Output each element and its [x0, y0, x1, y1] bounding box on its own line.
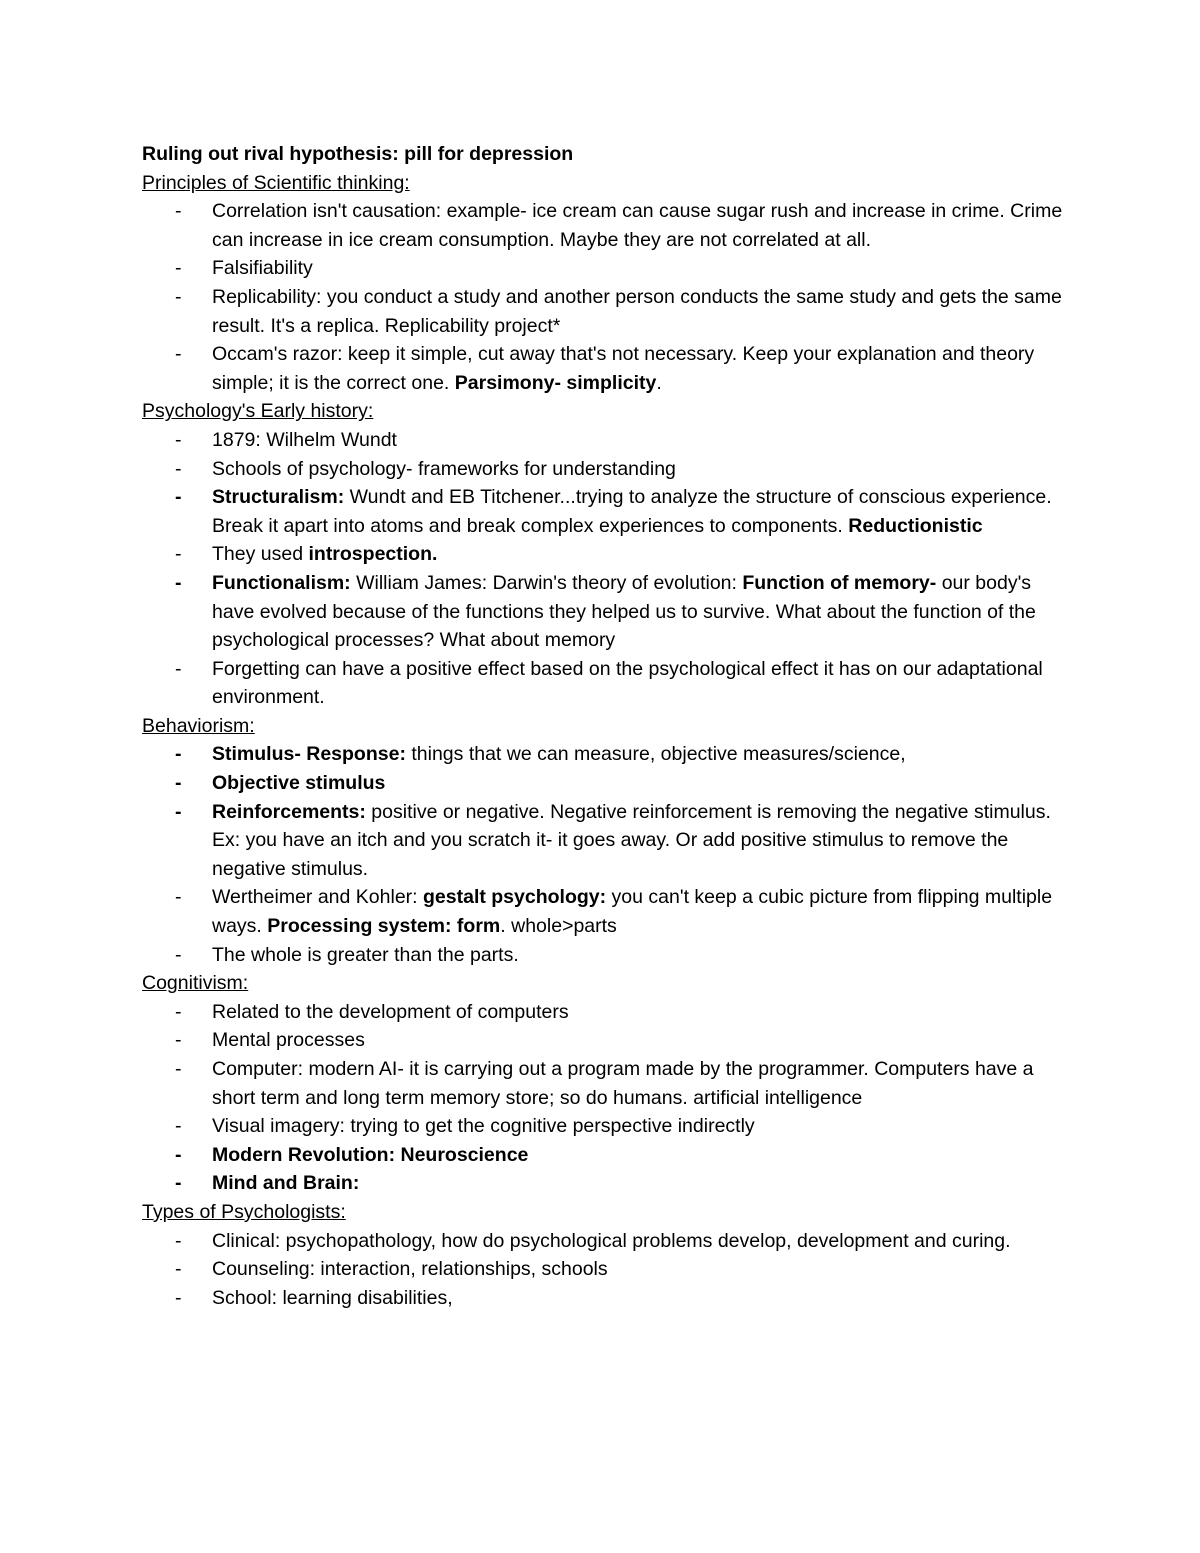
list-item: [142, 254, 1072, 283]
document-body: [142, 169, 1072, 1313]
bullet-dash: -: [175, 1000, 182, 1023]
list-item: [142, 1026, 1072, 1055]
text-run: The whole is greater than the parts.: [212, 943, 519, 966]
bullet-dash: -: [175, 285, 182, 308]
list-item: [142, 998, 1072, 1027]
text-run: 1879: Wilhelm Wundt: [212, 428, 397, 451]
bullet-dash: -: [175, 457, 182, 480]
text-run: positive or negative. Negative reinforcement is removing the negative stimulus. Ex: you have an itch and you scratch it- it goes away. Or add positive stimulus to remove the negative stimulus.: [212, 800, 1051, 880]
text-run: School: learning disabilities,: [212, 1286, 453, 1309]
bullet-list: [142, 197, 1072, 397]
bold-text: Structuralism:: [212, 486, 345, 509]
text-run: Replicability: you conduct a study and another person conducts the same study and gets the same result. It's a replica. Replicability project*: [212, 285, 1062, 337]
bullet-dash: -: [175, 1115, 182, 1138]
bullet-dash: -: [175, 1172, 182, 1195]
list-item: [142, 1227, 1072, 1256]
bullet-dash: -: [175, 1229, 182, 1252]
bullet-list: [142, 740, 1072, 969]
bullet-dash: -: [175, 800, 182, 823]
text-run: Counseling: interaction, relationships, schools: [212, 1258, 608, 1281]
section-heading: Principles of Scientific thinking:: [142, 171, 410, 194]
list-item: [142, 1255, 1072, 1284]
bold-text: Objective stimulus: [212, 772, 386, 795]
section-heading: Types of Psychologists:: [142, 1200, 346, 1223]
text-run: . whole>parts: [500, 915, 617, 938]
bullet-dash: -: [175, 571, 182, 594]
list-item: [142, 941, 1072, 970]
list-item: [142, 483, 1072, 540]
bold-text: Reinforcements:: [212, 800, 366, 823]
section-heading: Cognitivism:: [142, 972, 249, 995]
bold-text: Mind and Brain:: [212, 1172, 360, 1195]
list-item: [142, 540, 1072, 569]
bold-text: Modern Revolution: Neuroscience: [212, 1143, 529, 1166]
list-item: [142, 340, 1072, 397]
text-run: .: [656, 371, 662, 394]
bullet-dash: -: [175, 200, 182, 223]
list-item: [142, 1112, 1072, 1141]
bold-text: Processing system: form: [267, 915, 501, 938]
bold-text: introspection.: [308, 543, 438, 566]
text-run: things that we can measure, objective measures/science,: [405, 743, 906, 766]
bullet-dash: -: [175, 1143, 182, 1166]
bullet-list: [142, 426, 1072, 712]
bullet-dash: -: [175, 1029, 182, 1052]
bullet-dash: -: [175, 772, 182, 795]
list-item: [142, 740, 1072, 769]
section-heading: Psychology's Early history:: [142, 400, 374, 423]
bullet-dash: -: [175, 486, 182, 509]
bullet-dash: -: [175, 657, 182, 680]
text-run: Computer: modern AI- it is carrying out a program made by the programmer. Computers have a short term and long term memory store; so do humans. artificial intelligence: [212, 1058, 1034, 1109]
bold-text: Function of memory-: [742, 571, 937, 594]
list-item: [142, 1284, 1072, 1313]
bullet-dash: -: [175, 257, 182, 280]
text-run: you can't keep a cubic picture from flipping multiple ways.: [212, 886, 1053, 938]
bullet-dash: -: [175, 886, 182, 909]
list-item: [142, 1169, 1072, 1198]
bold-text: Functionalism:: [212, 571, 351, 594]
bold-text: Stimulus- Response:: [212, 743, 406, 766]
list-item: [142, 1055, 1072, 1112]
text-run: Related to the development of computers: [212, 1000, 569, 1023]
bullet-list: [142, 998, 1072, 1198]
document-page: [142, 140, 1072, 1312]
bullet-list: [142, 1227, 1072, 1313]
bold-text: Parsimony- simplicity: [454, 371, 657, 394]
text-run: Correlation isn't causation: example- ice cream can cause sugar rush and increase in crime. Crime can increase in ice cream consumption. Maybe they are not correlated at all.: [212, 200, 1063, 251]
list-item: [142, 1141, 1072, 1170]
bullet-dash: -: [175, 1258, 182, 1281]
bullet-dash: -: [175, 543, 182, 566]
text-run: Falsifiability: [212, 257, 313, 280]
list-item: [142, 769, 1072, 798]
list-item: [142, 455, 1072, 484]
bullet-dash: -: [175, 343, 182, 366]
bullet-dash: -: [175, 1286, 182, 1309]
text-run: Forgetting can have a positive effect based on the psychological effect it has on our adaptational environment.: [212, 657, 1043, 709]
list-item: [142, 569, 1072, 655]
document-title: Ruling out rival hypothesis: pill for depression: [142, 143, 574, 165]
list-item: [142, 426, 1072, 455]
text-run: Wundt and EB Titchener...trying to analyze the structure of conscious experience. Break it apart into atoms and break complex experiences to components.: [212, 486, 1052, 537]
list-item: [142, 197, 1072, 254]
text-run: They used: [212, 543, 309, 566]
section-heading: Behaviorism:: [142, 714, 255, 737]
text-run: Clinical: psychopathology, how do psychological problems develop, development and curing.: [212, 1229, 1011, 1252]
list-item: [142, 883, 1072, 940]
bullet-dash: -: [175, 943, 182, 966]
list-item: [142, 655, 1072, 712]
text-run: our body's have evolved because of the functions they helped us to survive. What about the function of the psychological processes? What about memory: [212, 571, 1036, 652]
list-item: [142, 798, 1072, 884]
bullet-dash: -: [175, 1058, 182, 1080]
text-run: Occam's razor: keep it simple, cut away that's not necessary. Keep your explanation and theory simple; it is the correct one.: [212, 343, 1035, 394]
text-run: William James: Darwin's theory of evolution:: [350, 571, 743, 594]
bold-text: gestalt psychology:: [423, 886, 607, 909]
bullet-dash: -: [175, 743, 182, 766]
text-run: Wertheimer and Kohler:: [212, 886, 423, 909]
bullet-dash: -: [175, 428, 182, 451]
text-run: Schools of psychology- frameworks for understanding: [212, 457, 676, 480]
list-item: [142, 283, 1072, 340]
text-run: Visual imagery: trying to get the cognitive perspective indirectly: [212, 1115, 755, 1138]
bold-text: Reductionistic: [848, 514, 983, 537]
text-run: Mental processes: [212, 1029, 365, 1052]
